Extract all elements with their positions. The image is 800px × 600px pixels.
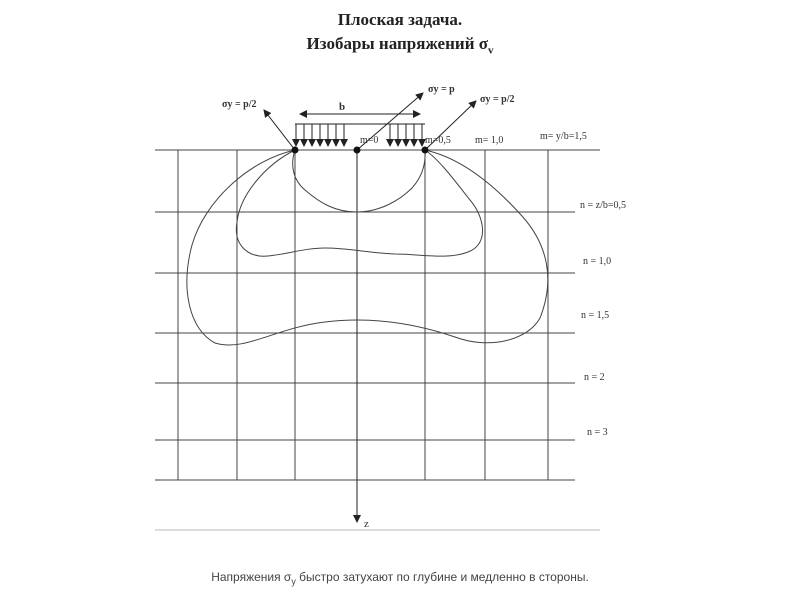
isobar-middle — [236, 150, 482, 256]
grid-vertical-lines — [178, 150, 548, 480]
caption-suffix: быстро затухают по глубине и медленно в стороны. — [295, 570, 589, 584]
caption-prefix: Напряжения σ — [211, 570, 292, 584]
m05-label: m=0,5 — [425, 135, 451, 146]
sigma-left-arrow — [264, 110, 295, 150]
n3-label: n = 3 — [587, 427, 608, 438]
title-line-1: Плоская задача. — [337, 10, 463, 29]
sigma-left-label: σy = p/2 — [222, 99, 257, 110]
point-left-edge — [292, 147, 299, 154]
n10-label: n = 1,0 — [583, 256, 612, 267]
sigma-mid-label: σy = p — [428, 84, 455, 95]
m0-label: m=0 — [360, 135, 379, 146]
n2-label: n = 2 — [584, 372, 605, 383]
m10-label: m= 1,0 — [475, 135, 504, 146]
dimension-b-label: b — [339, 101, 346, 113]
caption — [0, 570, 800, 586]
n15-label: n = 1,5 — [581, 310, 610, 321]
point-center — [354, 147, 361, 154]
point-right-edge — [422, 147, 429, 154]
caption-subscript: y — [291, 576, 296, 587]
z-axis-label: z — [364, 518, 369, 530]
isobar-inner — [293, 150, 425, 212]
title-line-2-subscript: v — [487, 44, 494, 57]
n05-label: n = z/b=0,5 — [580, 200, 626, 211]
m15-label: m= y/b=1,5 — [540, 131, 587, 142]
sigma-right-label: σy = p/2 — [480, 94, 515, 105]
grid-horizontal-lines — [155, 150, 600, 480]
title-line-2-text: Изобары напряжений σ — [306, 34, 488, 53]
isobar-outer — [187, 150, 548, 345]
